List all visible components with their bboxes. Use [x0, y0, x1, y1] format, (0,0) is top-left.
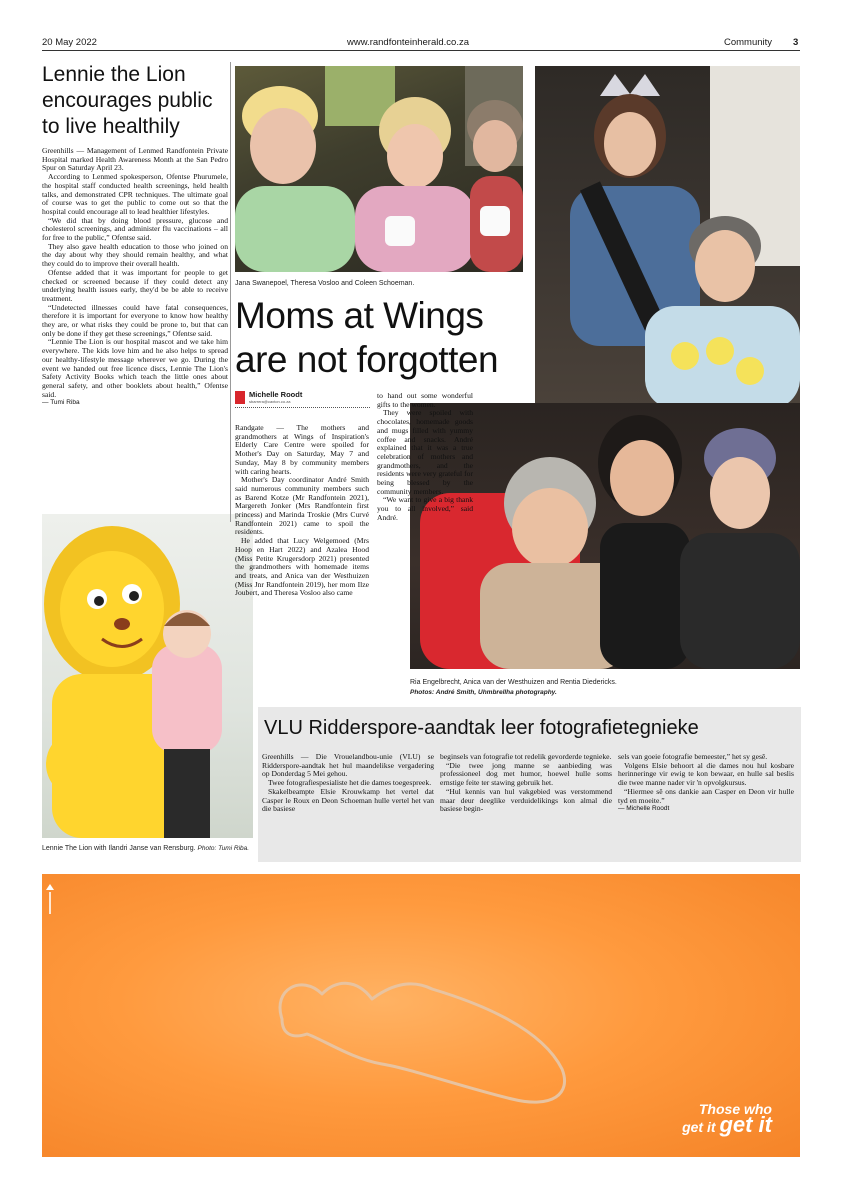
moms-caption-bottom-credit: Photos: André Smith, Uhmbrellha photography. [410, 688, 557, 696]
moms-photo-top [235, 66, 523, 272]
lennie-paragraph: According to Lenmed spokesperson, Ofentse Phurumele, the hospital staff conducted health screenings, held health talks, and demonstrated CPR techniques. The ultimate goal of course was to get the public to come out so that the hospital could encourage all to lead healthier lifestyles. [42, 172, 228, 216]
moms-caption-top: Jana Swanepoel, Theresa Vosloo and Coleen Schoeman. [235, 280, 415, 287]
azalea-anna-image [535, 66, 800, 409]
lennie-paragraph: “We did that by doing blood pressure, glucose and cholesterol screenings, and administer flu vaccinations – all for free to the public,” Ofentse said. [42, 215, 228, 243]
vlu-article-box [258, 707, 801, 862]
lennie-paragraph: “Undetected illnesses could have fatal consequences, therefore it is important for everyone to know how healthy they are, or what risks they could be prone to, but that can only be done if they get these screenings,” Ofentse said. [42, 302, 228, 338]
column-divider [230, 62, 231, 522]
page-number: 3 [793, 37, 799, 48]
lennie-photo [42, 514, 253, 838]
author-divider [235, 407, 370, 408]
lennie-caption [42, 844, 254, 854]
vlu-paragraph: “Die twee jong manne se aanbieding was professioneel dog met humor, hoewel hulle soms ernstige feite ter stawing gebruik het. [440, 760, 612, 788]
moms-body-col2 [377, 392, 473, 523]
vlu-paragraph: sels van goeie fotografie bemeester,” het sy gesê. [618, 752, 768, 761]
vlu-byline: — Michelle Roodt [618, 805, 670, 813]
moms-paragraph: Randgate — The mothers and grandmothers at Wings of Inspiration's Elderly Care Centre were spoiled for Mother's Day on Saturday, May 7 and Sunday, May 8 by community members with caring hearts. [235, 423, 369, 476]
tagline-line1: Those who [698, 1101, 772, 1117]
moms-headline: Moms at Wings are not forgotten [235, 295, 499, 380]
lennie-paragraph: Greenhills — Management of Lenmed Randfontein Private Hospital marked Health Awareness Month at the San Pedro Spur on Saturday April 23. [42, 146, 228, 173]
tagline-line2a: get it [682, 1119, 716, 1135]
lennie-paragraph: Ofentse added that it was important for people to get checked or screened because if they could detect any underlying health issues early, they'd be be able to receive treatment. [42, 267, 228, 303]
rubber-band-chicken-icon [262, 919, 592, 1119]
vlu-headline: VLU Ridderspore-aandtak leer fotografietegnieke [264, 717, 699, 739]
moms-paragraph: “We want to give a big thank you to all involved,” said André. [377, 495, 473, 522]
author-box [235, 391, 302, 404]
moms-paragraph: Mother's Day coordinator André Smith said numerous community members such as Barend Kotze (Mr Randfontein 2021), Margereth Jonker (Mrs Randfontein first princess) and Marinda Troskie (Mrs Curvé Randfontein 2021) came to spoil the residents. [235, 475, 369, 537]
lion-mascot-image [42, 514, 253, 838]
moms-caption-bottom-text: Ria Engelbrecht, Anica van der Westhuizen and Rentia Diedericks. [410, 679, 617, 686]
section-name: Community [724, 37, 773, 48]
header-rule [42, 50, 800, 51]
lennie-body [42, 147, 228, 408]
vlu-paragraph: Greenhills — Die Vrouelandbou-unie (VLU) se Ridderspore-aandtak het hul maandelikse vergadering op Donderdag 5 Mei gehou. [262, 752, 434, 779]
author-email[interactable]: sbarrera@caxton.co.za [249, 399, 291, 404]
outsurance-advert[interactable] [42, 874, 800, 1157]
lennie-caption-credit: Photo: Tumi Riba. [197, 845, 250, 852]
vlu-paragraph: Volgens Elsie behoort al die dames nou hul kosbare herinneringe vir ewig te kon bewaar, en hulle sal beslis die twee manne nader vir 'n opvolgkursus. [618, 760, 794, 788]
vlu-paragraph: “Hul kennis van hul vakgebied was verstommend maar deur deeglike verduidelikings kon almal die basiese begin- [440, 786, 612, 814]
moms-paragraph: He added that Lucy Welgemoed (Mrs Hoop en Hart 2022) and Azalea Hood (Miss Petite Krugersdorp 2021) presented the grandmothers with homemade items and treats, and Anica van der Westhuizen (Miss Jnr Randfontein 2019), her mom Ilze Joubert, and Theresa Vosloo also came [235, 536, 369, 598]
moms-body-col1 [235, 424, 369, 598]
vlu-col1 [262, 753, 434, 814]
vlu-paragraph: “Hiermee sê ons dankie aan Casper en Deon vir hulle tyd en moeite.” [618, 786, 794, 805]
moms-paragraph: to hand out some wonderful gifts to the women. [377, 391, 473, 409]
vlu-paragraph: beginsels van fotografie tot redelik gevorderde tegnieke. [440, 752, 612, 761]
lennie-paragraph: They also gave health education to those who joined on the day about why they should remain healthy, and what they could do to improve their overall health. [42, 241, 228, 269]
vlu-col2 [440, 753, 612, 814]
advert-tagline [682, 1101, 772, 1135]
lennie-paragraph: “Lennie The Lion is our hospital mascot and we take him everywhere. The kids love him and he also helps to spread our healthy-lifestyle message wherever we go. During the event we handed out free licence discs, Lennie The Lion's Safety Activity Books which teach the little ones about general safety, and other booklets about health,” Ofentse said. [42, 337, 228, 399]
author-name: Michelle Roodt [249, 390, 303, 399]
vlu-paragraph: Twee fotografiespesialiste het die dames toegespreek. [268, 778, 432, 788]
lennie-headline: Lennie the Lion encourages public to live healthily [42, 63, 213, 138]
lennie-caption-text: Lennie The Lion with Ilandri Janse van Rensburg. [42, 845, 196, 852]
lennie-byline: — Tumi Riba [42, 399, 80, 407]
author-icon [235, 391, 245, 404]
moms-paragraph: They were spoiled with chocolates, homemade goods and mugs filled with yummy coffee and snacks. André explained that it was a true celebration of mothers and grandmothers, and the residents were very grateful for being blessed by the community members. [377, 408, 473, 496]
side-logo-icon [46, 884, 54, 914]
moms-caption-bottom [410, 678, 800, 697]
vlu-paragraph: Skakelbeampte Elsie Krouwkamp het vertel dat Casper le Roux en Deon Schoeman hulle vertel het van die basiese [262, 786, 434, 814]
three-women-image [235, 66, 523, 272]
vlu-col3 [618, 753, 794, 814]
issue-date: 20 May 2022 [42, 37, 97, 48]
tagline-line2b: get it [719, 1112, 772, 1137]
site-url[interactable]: www.randfonteinherald.co.za [347, 37, 469, 48]
moms-photo-right [535, 66, 800, 409]
